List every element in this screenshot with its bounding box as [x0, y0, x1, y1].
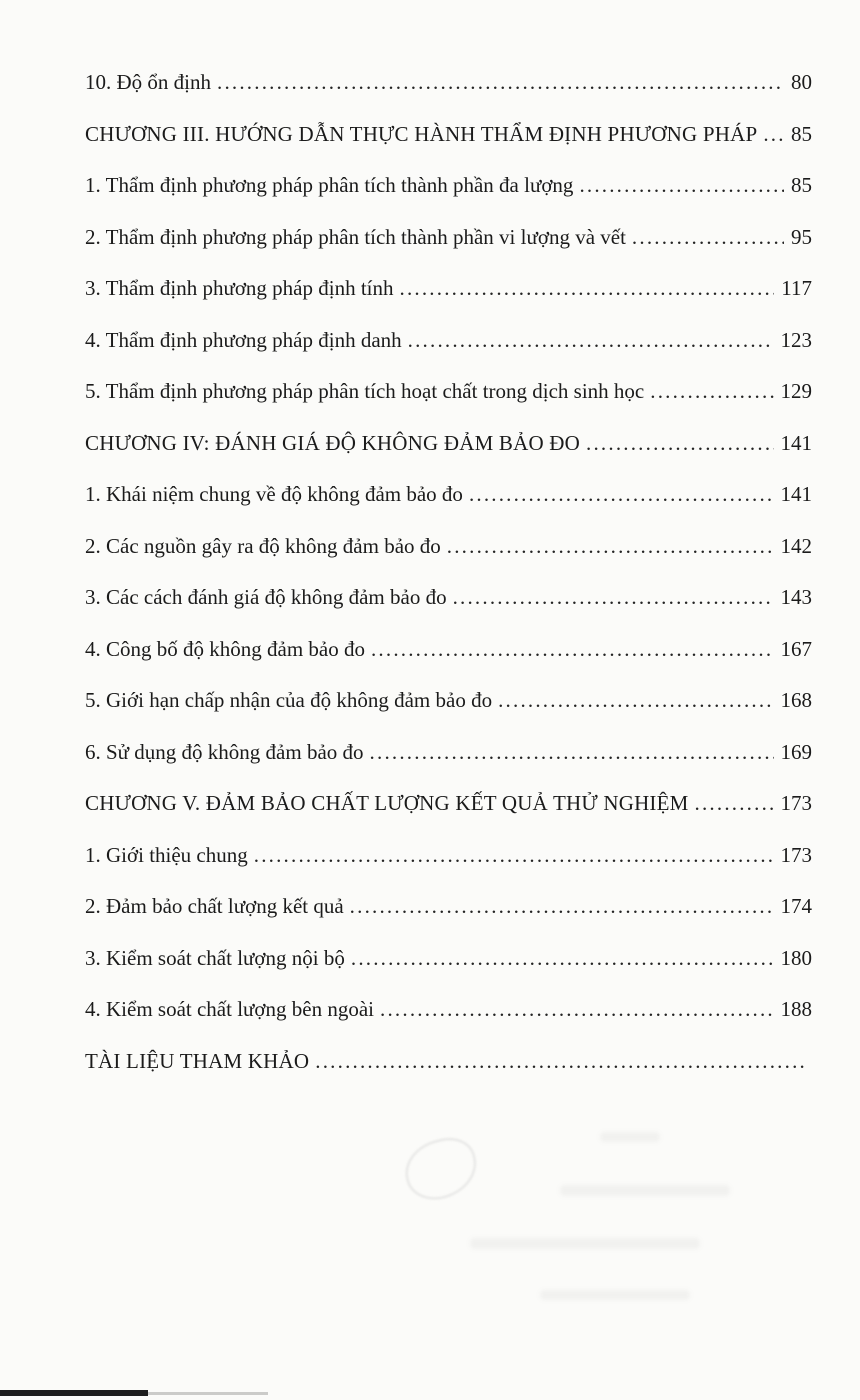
- dot-leader: [447, 536, 774, 557]
- toc-entry-label: 4. Thẩm định phương pháp định danh: [85, 327, 402, 352]
- toc-entry-page: 95: [791, 224, 812, 249]
- toc-entry-page: 167: [780, 636, 812, 661]
- toc-entry-page: 85: [791, 173, 812, 197]
- dot-leader: [371, 639, 774, 660]
- toc-entry-label: CHƯƠNG III. HƯỚNG DẪN THỰC HÀNH THẨM ĐỊNH PHƯƠNG PHÁP: [85, 121, 758, 146]
- dot-leader: [350, 896, 774, 917]
- toc-entry-page: 173: [780, 791, 812, 815]
- dot-leader: [453, 587, 774, 608]
- toc-entry-page: 188: [780, 997, 812, 1021]
- dot-leader: [315, 1051, 805, 1072]
- toc-entry: [85, 381, 812, 402]
- dot-leader: [351, 948, 774, 969]
- dot-leader: [370, 742, 774, 763]
- toc-entry: [85, 690, 812, 711]
- toc-entry-label: 1. Thẩm định phương pháp phân tích thành phần đa lượng: [85, 173, 574, 197]
- toc-entry-page: 141: [780, 430, 812, 455]
- dot-leader: [254, 845, 774, 866]
- dot-leader: [586, 433, 773, 454]
- toc-entry-page: 141: [780, 482, 812, 506]
- toc-entry-page: 80: [791, 70, 812, 94]
- toc-entry: [85, 945, 812, 970]
- toc-entry-label: TÀI LIỆU THAM KHẢO: [85, 1048, 310, 1073]
- toc-list: [85, 72, 812, 1072]
- toc-entry: [85, 121, 812, 146]
- dot-leader: [632, 227, 784, 248]
- toc-entry-label: 2. Các nguồn gây ra độ không đảm bảo đo: [85, 533, 441, 558]
- toc-entry-label: 3. Thẩm định phương pháp định tính: [85, 276, 394, 300]
- dot-leader: [469, 484, 774, 505]
- dot-leader: [650, 381, 773, 402]
- toc-entry-label: 1. Khái niệm chung về độ không đảm bảo đo: [85, 482, 463, 506]
- toc-entry-label: 3. Kiểm soát chất lượng nội bộ: [85, 945, 345, 970]
- toc-entry-page: 180: [780, 945, 812, 970]
- toc-entry-page: 142: [780, 533, 812, 558]
- toc-entry: [85, 842, 812, 867]
- toc-entry: [85, 1048, 812, 1073]
- toc-entry: [85, 587, 812, 608]
- dot-leader: [579, 175, 784, 196]
- toc-entry-label: 3. Các cách đánh giá độ không đảm bảo đo: [85, 585, 447, 609]
- toc-entry-page: 85: [791, 121, 812, 146]
- toc-entry-page: 168: [780, 688, 812, 712]
- toc-entry: [85, 739, 812, 764]
- toc-entry-page: 123: [780, 327, 812, 352]
- toc-entry-page: 129: [780, 379, 812, 403]
- toc-entry-page: 174: [780, 894, 812, 918]
- toc-entry-label: 4. Công bố độ không đảm bảo đo: [85, 636, 365, 661]
- toc-entry: [85, 533, 812, 558]
- toc-entry-page: 117: [781, 276, 812, 300]
- toc-entry-label: CHƯƠNG IV: ĐÁNH GIÁ ĐỘ KHÔNG ĐẢM BẢO ĐO: [85, 430, 581, 455]
- toc-entry: [85, 999, 812, 1020]
- dot-leader: [380, 999, 773, 1020]
- toc-entry: [85, 72, 812, 93]
- dot-leader: [408, 330, 774, 351]
- toc-entry-page: 143: [780, 585, 812, 609]
- toc-entry-label: 10. Độ ổn định: [85, 70, 211, 94]
- toc-entry-label: 4. Kiểm soát chất lượng bên ngoài: [85, 997, 375, 1021]
- dot-leader: [695, 793, 774, 814]
- toc-entry-label: 5. Giới hạn chấp nhận của độ không đảm bảo đo: [85, 688, 493, 712]
- toc-entry: [85, 224, 812, 249]
- toc-entry-label: 2. Đảm bảo chất lượng kết quả: [85, 894, 344, 918]
- toc-entry: [85, 175, 812, 196]
- toc-entry-page: 169: [780, 739, 812, 764]
- dot-leader: [217, 72, 784, 93]
- toc-entry-page: 173: [780, 842, 812, 867]
- toc-entry: [85, 327, 812, 352]
- toc-entry: [85, 896, 812, 917]
- toc-entry: [85, 636, 812, 661]
- toc-entry: [85, 430, 812, 455]
- dot-leader: [498, 690, 773, 711]
- toc-entry-label: 2. Thẩm định phương pháp phân tích thành phần vi lượng và vết: [85, 224, 626, 249]
- toc-entry: [85, 278, 812, 299]
- toc-entry: [85, 793, 812, 814]
- dot-leader: [763, 124, 784, 145]
- toc-entry-label: 5. Thẩm định phương pháp phân tích hoạt chất trong dịch sinh học: [85, 379, 645, 403]
- toc-entry-label: 6. Sử dụng độ không đảm bảo đo: [85, 739, 364, 764]
- toc-entry-label: CHƯƠNG V. ĐẢM BẢO CHẤT LƯỢNG KẾT QUẢ THỬ NGHIỆM: [85, 791, 689, 815]
- toc-entry: [85, 484, 812, 505]
- toc-entry-label: 1. Giới thiệu chung: [85, 842, 248, 867]
- dot-leader: [400, 278, 775, 299]
